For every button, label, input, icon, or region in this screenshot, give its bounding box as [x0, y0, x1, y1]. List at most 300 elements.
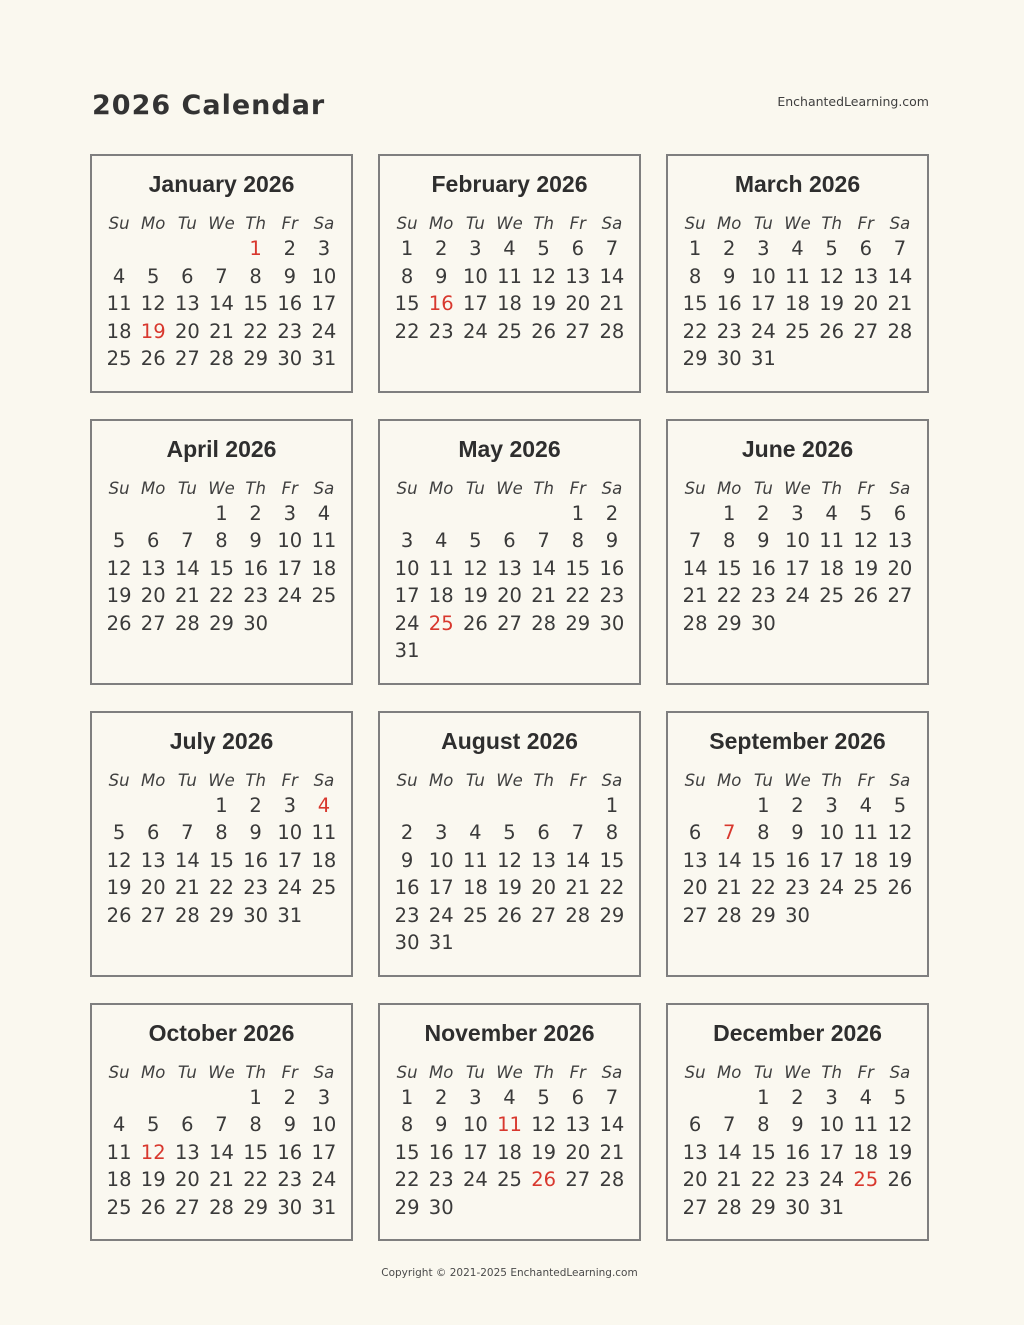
weekday-header: Tu	[753, 770, 773, 790]
holiday-date: 12	[140, 1140, 166, 1164]
date-cell-empty	[561, 929, 595, 957]
date-cell: 24	[277, 584, 303, 607]
date-cell: 28	[887, 319, 913, 343]
week-row	[390, 582, 629, 610]
weekday-header: Fr	[569, 1062, 586, 1082]
weekday-header: Th	[821, 770, 842, 790]
date-cell: 19	[106, 876, 132, 899]
date-cell: 30	[428, 1195, 454, 1219]
date-cell: 28	[174, 611, 200, 635]
date-cell: 14	[174, 848, 200, 872]
date-cell: 21	[716, 876, 742, 899]
date-cell: 17	[819, 848, 845, 872]
date-cell: 28	[716, 903, 742, 927]
date-cell-empty	[204, 235, 238, 263]
date-cell: 11	[785, 264, 810, 288]
date-cell: 3	[825, 793, 838, 817]
week-row	[390, 1194, 629, 1222]
date-cell: 21	[682, 584, 708, 607]
date-cell: 27	[140, 903, 166, 927]
weekday-header: Tu	[465, 214, 485, 233]
page-header	[90, 90, 929, 154]
date-cell: 18	[853, 1140, 879, 1164]
date-cell: 10	[462, 1113, 488, 1136]
date-cell: 28	[174, 903, 200, 927]
weekday-header: Tu	[465, 478, 485, 498]
date-cell: 4	[435, 529, 448, 552]
date-cell: 12	[106, 848, 132, 872]
weekday-header: Th	[533, 770, 554, 790]
date-cell-empty	[424, 637, 458, 665]
date-cell: 9	[757, 529, 770, 552]
date-cell: 1	[605, 793, 619, 817]
date-cell: 20	[140, 584, 166, 607]
date-cell-empty	[492, 929, 526, 957]
date-cell: 5	[537, 237, 550, 260]
date-cell: 5	[147, 1113, 160, 1136]
weekday-header: We	[208, 1062, 235, 1082]
date-cell: 11	[428, 556, 454, 580]
date-cell: 27	[174, 347, 200, 370]
date-cell: 14	[887, 264, 913, 288]
date-cell: 12	[887, 1113, 913, 1136]
date-cell: 6	[571, 237, 584, 260]
weekday-header: Mo	[717, 214, 742, 233]
weekday-header-row	[102, 213, 341, 235]
date-cell: 23	[394, 903, 420, 927]
date-cell: 12	[140, 292, 166, 315]
week-row	[390, 1139, 629, 1167]
weekday-header: Fr	[857, 478, 874, 498]
date-cell: 3	[469, 1085, 482, 1109]
date-cell: 28	[209, 347, 234, 370]
calendar-grid	[90, 154, 929, 1241]
date-cell: 23	[243, 876, 269, 899]
date-cell-empty	[849, 345, 883, 373]
date-cell: 1	[249, 1085, 262, 1109]
weekday-header: Sa	[601, 1062, 623, 1082]
date-cell: 31	[311, 1195, 337, 1219]
date-cell: 7	[215, 264, 228, 288]
date-cell-empty	[170, 235, 204, 263]
date-cell: 24	[819, 876, 845, 899]
month-june	[666, 419, 929, 685]
date-cell: 10	[277, 529, 303, 552]
week-row	[678, 819, 917, 847]
date-cell: 15	[682, 292, 708, 315]
weekday-header: Su	[108, 1062, 130, 1082]
date-cell: 9	[435, 1113, 448, 1136]
date-cell: 10	[311, 264, 337, 288]
date-cell: 22	[599, 876, 625, 899]
date-cell: 23	[277, 319, 303, 343]
date-cell: 29	[243, 1195, 269, 1219]
weekday-header: Mo	[429, 1062, 454, 1082]
week-row	[102, 792, 341, 820]
date-cell: 7	[723, 1113, 736, 1136]
date-cell: 29	[750, 903, 776, 927]
date-cell: 20	[565, 292, 591, 315]
date-cell: 14	[174, 556, 200, 580]
date-cell: 16	[243, 556, 269, 580]
week-row	[390, 500, 629, 528]
date-cell: 25	[497, 1168, 522, 1191]
weekday-header: We	[496, 770, 523, 790]
date-cell: 24	[462, 319, 488, 343]
weekday-header: Tu	[465, 1062, 485, 1082]
date-cell: 17	[819, 1140, 845, 1164]
date-cell: 14	[682, 556, 708, 580]
date-cell: 26	[853, 584, 879, 607]
date-cell: 4	[503, 1085, 516, 1109]
date-cell-empty	[561, 1194, 595, 1222]
holiday-date: 1	[249, 237, 262, 260]
date-cell: 2	[283, 1085, 296, 1109]
month-title: May 2026	[458, 435, 561, 462]
date-cell: 11	[497, 264, 522, 288]
weekday-header: Sa	[601, 770, 623, 790]
date-cell: 2	[249, 793, 262, 817]
date-cell: 25	[785, 319, 810, 343]
date-cell: 2	[791, 793, 804, 817]
date-cell-empty	[527, 637, 561, 665]
week-row	[678, 610, 917, 638]
date-cell: 4	[791, 237, 804, 260]
weekday-header: Th	[245, 478, 266, 498]
date-cell: 3	[317, 1085, 331, 1109]
date-cell: 23	[277, 1168, 303, 1191]
date-cell: 31	[750, 347, 776, 370]
month-august	[378, 711, 641, 977]
weekday-header-row	[390, 1062, 629, 1084]
date-cell: 8	[249, 264, 262, 288]
weekday-header: Fr	[281, 478, 298, 498]
week-row	[390, 290, 629, 318]
date-cell: 5	[112, 529, 126, 552]
date-cell: 27	[682, 1195, 708, 1219]
month-title: February 2026	[431, 171, 588, 197]
week-row	[102, 874, 341, 902]
date-cell: 1	[571, 501, 584, 525]
date-cell: 19	[531, 292, 557, 315]
date-cell-empty	[883, 345, 917, 373]
date-cell-empty	[102, 500, 136, 528]
date-cell: 20	[565, 1140, 591, 1164]
date-cell: 30	[243, 611, 269, 635]
date-cell: 8	[215, 529, 228, 552]
date-cell: 27	[682, 903, 708, 927]
date-cell: 11	[311, 821, 337, 844]
week-row	[102, 1084, 341, 1112]
weekday-header: Th	[821, 478, 842, 498]
weekday-header: Mo	[717, 1062, 742, 1082]
date-cell: 19	[887, 848, 913, 872]
weekday-header: Mo	[429, 770, 454, 790]
date-cell: 22	[209, 876, 234, 899]
date-cell-empty	[136, 500, 170, 528]
date-cell: 3	[435, 821, 448, 844]
date-cell: 30	[243, 903, 269, 927]
weekday-header: Fr	[569, 770, 586, 790]
date-cell: 26	[462, 611, 488, 635]
date-cell-empty	[102, 1084, 136, 1112]
week-row	[390, 555, 629, 583]
week-row	[678, 235, 917, 263]
date-cell: 22	[750, 1168, 776, 1191]
date-cell: 22	[243, 1168, 269, 1191]
date-cell: 30	[599, 611, 625, 635]
date-cell: 3	[400, 529, 414, 552]
date-cell: 6	[688, 821, 702, 844]
date-cell: 29	[394, 1195, 420, 1219]
weekday-header-row	[390, 478, 629, 500]
weekday-header-row	[678, 213, 917, 235]
week-row	[390, 1111, 629, 1139]
date-cell: 12	[531, 1113, 557, 1136]
date-cell: 15	[599, 848, 625, 872]
date-cell: 7	[571, 821, 584, 844]
date-cell: 4	[112, 264, 126, 288]
week-row	[678, 290, 917, 318]
date-cell: 31	[394, 639, 420, 662]
date-cell: 20	[174, 319, 200, 343]
month-title: December 2026	[713, 1019, 882, 1046]
date-cell: 5	[503, 821, 516, 844]
date-cell: 2	[757, 501, 770, 525]
weekday-header-row	[102, 1062, 341, 1084]
date-cell: 4	[825, 501, 838, 525]
date-cell: 14	[209, 1140, 234, 1164]
date-cell: 29	[243, 347, 269, 370]
date-cell-empty	[527, 929, 561, 957]
date-cell: 4	[503, 237, 516, 260]
date-cell: 18	[497, 292, 522, 315]
date-cell: 24	[750, 319, 776, 343]
weekday-header-row	[390, 770, 629, 792]
date-cell-empty	[780, 345, 814, 373]
weekday-header: Mo	[429, 214, 454, 233]
weekday-header: Fr	[281, 214, 298, 233]
holiday-date: 16	[428, 292, 454, 315]
date-cell-empty	[849, 1194, 883, 1222]
date-cell: 14	[716, 848, 742, 872]
date-cell: 29	[716, 611, 742, 635]
date-cell: 13	[887, 529, 913, 552]
date-cell: 10	[428, 848, 454, 872]
weekday-header: Su	[108, 770, 130, 790]
date-cell: 21	[599, 1140, 625, 1164]
date-cell: 18	[819, 556, 845, 580]
date-cell: 27	[174, 1195, 200, 1219]
weekday-header: Tu	[753, 478, 773, 498]
date-cell: 23	[750, 584, 776, 607]
week-row	[678, 345, 917, 373]
date-cell: 9	[605, 529, 619, 552]
date-cell: 28	[599, 319, 625, 343]
weekday-header: Tu	[465, 770, 485, 790]
date-cell: 7	[181, 529, 194, 552]
date-cell: 19	[531, 1140, 557, 1164]
date-cell: 16	[277, 292, 303, 315]
date-cell: 10	[819, 821, 845, 844]
weekday-header-row	[678, 770, 917, 792]
date-cell: 8	[571, 529, 584, 552]
date-cell: 29	[565, 611, 591, 635]
date-cell: 10	[750, 264, 776, 288]
month-december	[666, 1003, 929, 1242]
date-cell: 27	[531, 903, 557, 927]
date-cell-empty	[170, 792, 204, 820]
weekday-header: Th	[245, 214, 266, 233]
date-cell: 15	[565, 556, 591, 580]
date-cell: 17	[277, 848, 303, 872]
date-cell: 13	[497, 556, 522, 580]
date-cell: 24	[428, 903, 454, 927]
date-cell-empty	[102, 792, 136, 820]
week-row	[102, 847, 341, 875]
month-title: January 2026	[148, 171, 295, 197]
date-cell: 30	[716, 347, 742, 370]
date-cell: 17	[428, 876, 454, 899]
date-cell: 12	[497, 848, 522, 872]
date-cell: 10	[819, 1113, 845, 1136]
date-cell: 23	[243, 584, 269, 607]
date-cell: 20	[497, 584, 522, 607]
holiday-date: 4	[317, 793, 331, 817]
weekday-header: Mo	[717, 770, 742, 790]
week-row	[678, 1139, 917, 1167]
date-cell: 27	[565, 319, 591, 343]
weekday-header: Th	[821, 1062, 842, 1082]
date-cell-empty	[527, 792, 561, 820]
date-cell-empty	[883, 902, 917, 930]
weekday-header: We	[208, 478, 235, 498]
date-cell: 20	[531, 876, 557, 899]
month-title: March 2026	[734, 171, 861, 197]
date-cell: 15	[209, 556, 234, 580]
date-cell: 9	[400, 848, 414, 872]
week-row	[390, 819, 629, 847]
date-cell: 8	[757, 821, 770, 844]
date-cell-empty	[815, 610, 849, 638]
date-cell: 7	[605, 1085, 619, 1109]
date-cell-empty	[390, 500, 424, 528]
date-cell: 24	[311, 1168, 337, 1191]
date-cell: 6	[181, 264, 194, 288]
date-cell: 22	[394, 1168, 420, 1191]
week-row	[678, 1166, 917, 1194]
date-cell: 14	[531, 556, 557, 580]
date-cell: 20	[140, 876, 166, 899]
date-cell: 13	[174, 292, 200, 315]
date-cell: 15	[394, 1140, 420, 1164]
date-cell: 26	[819, 319, 845, 343]
date-cell: 16	[785, 848, 810, 872]
date-cell: 2	[283, 237, 296, 260]
date-cell: 25	[106, 347, 132, 370]
date-cell: 20	[174, 1168, 200, 1191]
date-cell: 15	[750, 1140, 776, 1164]
date-cell: 7	[215, 1113, 228, 1136]
weekday-header: Mo	[141, 770, 166, 790]
date-cell: 28	[531, 611, 557, 635]
month-title: April 2026	[166, 435, 277, 462]
date-cell: 17	[785, 556, 810, 580]
date-cell-empty	[815, 902, 849, 930]
date-cell: 27	[565, 1168, 591, 1191]
date-cell-empty	[527, 500, 561, 528]
date-cell: 17	[462, 1140, 488, 1164]
weekday-header: We	[496, 214, 523, 233]
weekday-header: We	[784, 478, 811, 498]
weekday-header: Sa	[313, 478, 335, 498]
date-cell: 15	[750, 848, 776, 872]
date-cell-empty	[492, 637, 526, 665]
date-cell: 31	[277, 903, 303, 927]
week-row	[102, 902, 341, 930]
weekday-header: Fr	[857, 214, 874, 233]
date-cell: 13	[682, 1140, 708, 1164]
week-row	[390, 792, 629, 820]
date-cell: 17	[462, 292, 488, 315]
date-cell: 9	[435, 264, 448, 288]
weekday-header: Th	[821, 214, 842, 233]
week-row	[678, 318, 917, 346]
weekday-header: Sa	[889, 1062, 911, 1082]
date-cell: 20	[887, 556, 913, 580]
date-cell: 13	[140, 848, 166, 872]
date-cell: 11	[819, 529, 845, 552]
date-cell-empty	[492, 500, 526, 528]
date-cell: 26	[887, 1168, 913, 1191]
date-cell-empty	[424, 500, 458, 528]
date-cell: 3	[825, 1085, 838, 1109]
date-cell-empty	[170, 500, 204, 528]
date-cell: 23	[428, 1168, 454, 1191]
date-cell: 23	[785, 1168, 810, 1191]
weekday-header-row	[390, 213, 629, 235]
date-cell: 9	[249, 821, 262, 844]
month-september	[666, 711, 929, 977]
weekday-header: Tu	[753, 1062, 773, 1082]
date-cell: 10	[462, 264, 488, 288]
date-cell: 8	[757, 1113, 770, 1136]
weekday-header: We	[784, 770, 811, 790]
date-cell: 8	[605, 821, 619, 844]
weekday-header: Su	[684, 478, 706, 498]
date-cell: 3	[757, 237, 770, 260]
date-cell: 18	[106, 319, 132, 343]
date-cell-empty	[204, 1084, 238, 1112]
week-row	[678, 263, 917, 291]
month-january	[90, 154, 353, 393]
weekday-header: Tu	[177, 1062, 197, 1082]
date-cell: 18	[785, 292, 810, 315]
date-cell: 30	[277, 1195, 303, 1219]
date-cell: 2	[791, 1085, 804, 1109]
month-title: October 2026	[148, 1019, 295, 1046]
weekday-header: Fr	[281, 770, 298, 790]
date-cell: 14	[565, 848, 591, 872]
weekday-header: Th	[533, 1062, 554, 1082]
week-row	[102, 1166, 341, 1194]
date-cell: 22	[750, 876, 776, 899]
date-cell: 1	[757, 793, 770, 817]
date-cell: 2	[400, 821, 414, 844]
date-cell: 2	[605, 501, 619, 525]
week-row	[102, 527, 341, 555]
date-cell: 17	[277, 556, 303, 580]
